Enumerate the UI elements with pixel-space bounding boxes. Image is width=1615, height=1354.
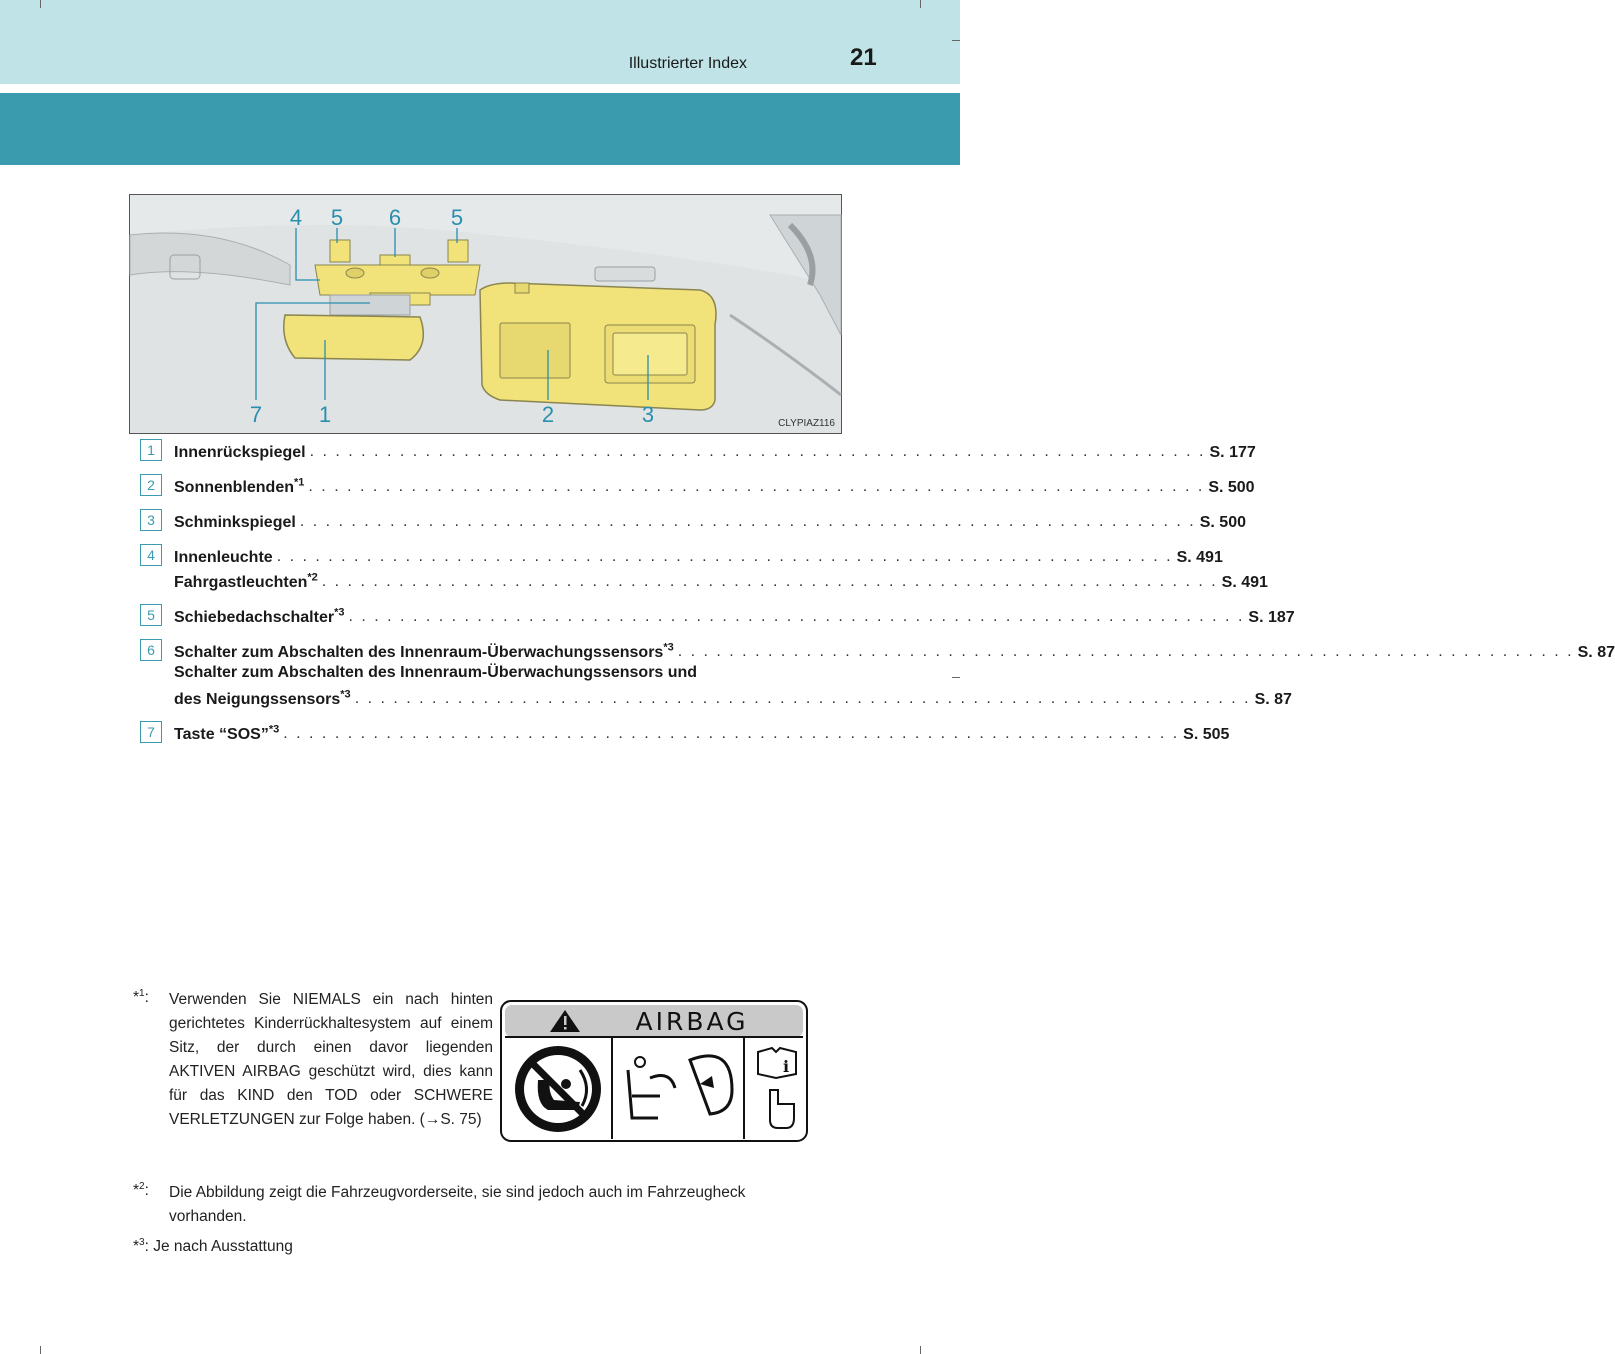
entry-number: 7 <box>140 721 162 743</box>
crop-mark <box>920 1346 921 1354</box>
index-entry <box>140 472 1255 497</box>
index-entry <box>140 637 1615 709</box>
entry-number: 4 <box>140 544 162 566</box>
entry-number: 1 <box>140 439 162 461</box>
footnote-ref: *1 <box>294 476 305 489</box>
entry-label: des Neigungssensors$^{*3}$ <box>174 688 351 708</box>
callout-number: 4 <box>289 205 303 230</box>
index-entry <box>140 719 1230 744</box>
entry-label: Schminkspiegel <box>174 514 296 531</box>
entry-line <box>174 437 1256 462</box>
interior-illustration <box>129 194 842 434</box>
page-number: 21 <box>850 44 877 71</box>
entry-label: Innenleuchte <box>174 549 273 566</box>
page-reference[interactable]: S. 500 <box>1199 514 1246 531</box>
footnote-marker: *$^1$: <box>133 988 149 1007</box>
entry-line <box>174 602 1295 627</box>
section-band <box>0 93 960 165</box>
airbag-warning-label <box>500 1000 808 1142</box>
entry-label: Sonnenblenden$^{*1}$ <box>174 476 305 496</box>
page-reference[interactable]: S. 87 <box>1254 691 1292 708</box>
callout-number: 7 <box>249 402 263 427</box>
footnote-marker: *$^3$ <box>133 1237 145 1256</box>
svg-text:i: i <box>782 1057 790 1076</box>
entry-label: Fahrgastleuchten$^{*2}$ <box>174 571 318 591</box>
airbag-title: AIRBAG <box>635 1007 749 1036</box>
footnote-ref: *3 <box>268 723 280 736</box>
leader-dots: . . . . . . . . . . . . . . . . . . . . . . . . . . . . . . . . . . . . . . . . . . . . . . . . . . . . . . . . . . . . . . . . . . . . . . <box>348 608 1245 625</box>
entry-line <box>174 719 1230 744</box>
entry-number: 3 <box>140 509 162 531</box>
entry-number: 5 <box>140 604 162 626</box>
page-reference[interactable]: S. 505 <box>1183 726 1230 743</box>
index-entry <box>140 542 1268 592</box>
leader-dots: . . . . . . . . . . . . . . . . . . . . . . . . . . . . . . . . . . . . . . . . . . . . . . . . . . . . . . . . . . . . . . . . . . . . . . <box>309 443 1206 460</box>
entry-number: 2 <box>140 474 162 496</box>
crop-mark <box>40 1346 41 1354</box>
footnote-1 <box>133 988 493 1132</box>
running-header-title: Illustrierter Index <box>628 55 747 72</box>
entry-line <box>174 684 1292 709</box>
entry-number: 6 <box>140 639 162 661</box>
entry-line <box>174 542 1223 567</box>
leader-dots: . . . . . . . . . . . . . . . . . . . . . . . . . . . . . . . . . . . . . . . . . . . . . . . . . . . . . . . . . . . . . . . . . . . . . . <box>354 690 1251 707</box>
footnote-ref: *3 <box>663 641 674 654</box>
figure-code: CLYPIAZ116 <box>778 418 835 429</box>
footnote-text: Verwenden Sie NIEMALS ein nach hinten gerichtetes Kinderrückhaltesystem auf einem Sitz, der durch einen davor liegenden AKTIVEN AIRBAG geschützt wird, dies kann für das KIND den TOD oder SCHWERE VERLETZUNGEN zur Folge haben. (→S. 75) <box>169 991 493 1128</box>
leader-dots: . . . . . . . . . . . . . . . . . . . . . . . . . . . . . . . . . . . . . . . . . . . . . . . . . . . . . . . . . . . . . . . . . . . . . . <box>283 725 1180 742</box>
footnote-3 <box>133 1237 293 1256</box>
page-reference[interactable]: S. 177 <box>1209 444 1256 461</box>
footnote-ref: *3 <box>334 606 345 619</box>
leader-dots: . . . . . . . . . . . . . . . . . . . . . . . . . . . . . . . . . . . . . . . . . . . . . . . . . . . . . . . . . . . . . . . . . . . . . . <box>299 513 1196 530</box>
no-child-seat-icon <box>515 1046 601 1132</box>
callout-number: 1 <box>318 402 332 427</box>
callout-number: 6 <box>388 205 402 230</box>
entry-label: Schiebedachschalter$^{*3}$ <box>174 606 345 626</box>
entry-label-continuation: Schalter zum Abschalten des Innenraum-Überwachungssensors und <box>174 664 698 681</box>
callout-number: 2 <box>541 402 555 427</box>
crop-mark <box>40 0 41 8</box>
callout-number: 5 <box>450 205 464 230</box>
entry-line <box>174 567 1268 592</box>
footnote-marker: *$^2$: <box>133 1181 149 1200</box>
entry-line <box>174 472 1255 497</box>
page-reference[interactable]: S. 491 <box>1221 574 1268 591</box>
footnote-ref: *2 <box>307 571 318 584</box>
entry-label: Schalter zum Abschalten des Innenraum-Überwachungssensors$^{*3}$ <box>174 641 674 661</box>
page-reference[interactable]: S. 500 <box>1208 479 1255 496</box>
index-entry <box>140 602 1295 627</box>
page-reference[interactable]: S. 491 <box>1176 549 1223 566</box>
leader-dots: . . . . . . . . . . . . . . . . . . . . . . . . . . . . . . . . . . . . . . . . . . . . . . . . . . . . . . . . . . . . . . . . . . . . . . <box>677 643 1574 660</box>
footnote-text: Die Abbildung zeigt die Fahrzeugvorderseite, sie sind jedoch auch im Fahrzeugheck vorhanden. <box>169 1184 746 1225</box>
page-reference[interactable]: S. 87 <box>1577 644 1615 661</box>
entry-line <box>174 507 1246 532</box>
entry-label: Innenrückspiegel <box>174 444 306 461</box>
footnote-ref: *3 <box>340 688 351 701</box>
page-reference[interactable]: S. 187 <box>1248 609 1295 626</box>
index-entry <box>140 437 1256 462</box>
crop-mark <box>952 677 960 678</box>
crop-mark <box>920 0 921 8</box>
header-band <box>0 0 960 84</box>
callout-number: 5 <box>330 205 344 230</box>
index-entry <box>140 507 1246 532</box>
leader-dots: . . . . . . . . . . . . . . . . . . . . . . . . . . . . . . . . . . . . . . . . . . . . . . . . . . . . . . . . . . . . . . . . . . . . . . <box>308 478 1205 495</box>
index-list <box>140 437 1615 754</box>
footnote-text: : Je nach Ausstattung <box>144 1238 293 1256</box>
footnote-2 <box>133 1181 803 1229</box>
leader-dots: . . . . . . . . . . . . . . . . . . . . . . . . . . . . . . . . . . . . . . . . . . . . . . . . . . . . . . . . . . . . . . . . . . . . . . <box>276 548 1173 565</box>
callout-number: 3 <box>641 402 655 427</box>
leader-dots: . . . . . . . . . . . . . . . . . . . . . . . . . . . . . . . . . . . . . . . . . . . . . . . . . . . . . . . . . . . . . . . . . . . . . . <box>321 573 1218 590</box>
entry-label: Taste “SOS”$^{*3}$ <box>174 723 280 743</box>
crop-mark <box>952 40 960 41</box>
entry-line <box>174 637 1615 662</box>
